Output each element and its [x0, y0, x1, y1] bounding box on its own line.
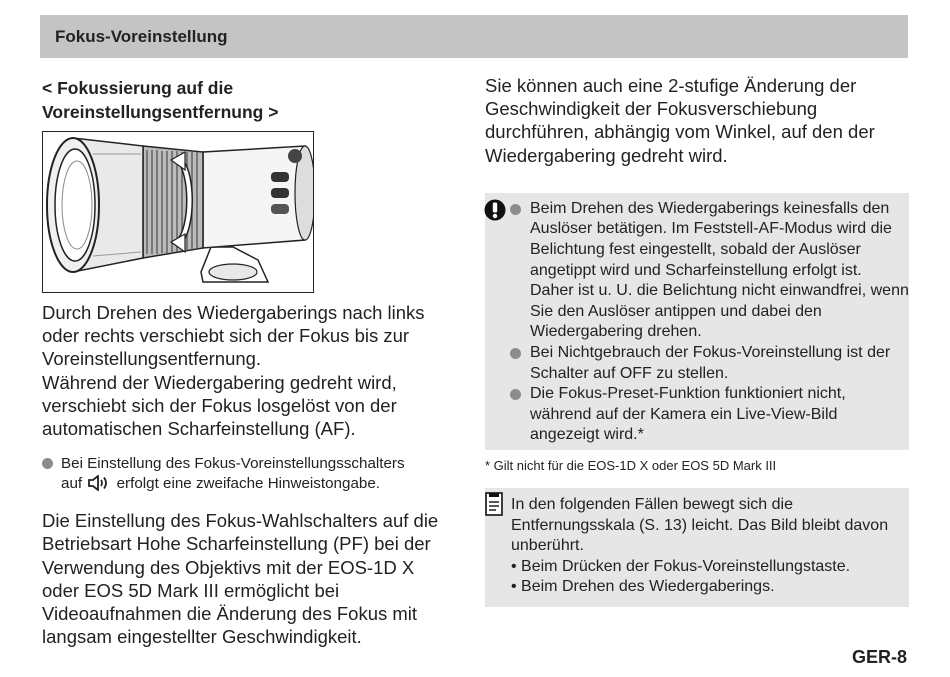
left-column	[42, 76, 452, 648]
bullet-dot-icon	[42, 458, 53, 469]
subheading	[42, 76, 452, 124]
paragraph-2-text: Während der Wiedergabering gedreht wird, verschiebt sich der Fokus losgelöst von der automatischen Scharfeinstellung (AF).	[42, 371, 397, 440]
page-number: GER-8	[851, 647, 907, 667]
memo-item: • Beim Drehen des Wiedergaberings.	[511, 578, 775, 596]
paragraph-3: Die Einstellung des Fokus-Wahlschalters auf die Betriebsart Hohe Scharfeinstellung (PF) bei der Verwendung des Objektivs mit der EOS-1D X oder EOS 5D Mark III ermöglicht bei Videoaufnahmen die Änderung des Fokus mit langsam eingestellter Geschwindigkeit.	[42, 510, 439, 648]
caution-box	[485, 193, 909, 450]
memo-icon	[485, 492, 503, 516]
bullet-dot-icon	[510, 389, 521, 400]
footnote: * Gilt nicht für die EOS-1D X oder EOS 5D Mark III	[485, 457, 777, 473]
paragraph-1-text: Durch Drehen des Wiedergaberings nach links oder rechts verschiebt sich der Fokus bis zur Voreinstellungsentfernung.	[42, 302, 425, 370]
subheading-line-1: < Fokussierung auf die	[42, 78, 234, 98]
caution-item: Bei Nichtgebrauch der Fokus-Voreinstellung ist der Schalter auf OFF zu stellen.	[485, 343, 909, 384]
right-column	[485, 74, 909, 607]
lens-illustration	[42, 131, 314, 293]
section-header	[40, 15, 908, 58]
caution-item: Die Fokus-Preset-Funktion funktioniert nicht, während auf der Kamera ein Live-View-Bild angezeigt wird.*	[485, 384, 909, 446]
caution-item: Beim Drehen des Wiedergaberings keinesfalls den Auslöser betätigen. Im Feststell-AF-Modus wird die Belichtung fest eingestellt, sobald der Auslöser angetippt wird und Scharfeinstellung erfolgt ist. Daher ist u. U. die Belichtung nicht einwandfrei, wenn Sie den Auslöser antippen und dabei den Wiedergabering drehen.	[485, 199, 909, 343]
bullet-dot-icon	[510, 348, 521, 359]
memo-box	[485, 488, 909, 607]
speaker-icon	[88, 475, 110, 491]
intro-paragraph: Sie können auch eine 2-stufige Änderung der Geschwindigkeit der Fokusverschiebung durchführen, abhängig vom Winkel, auf den der Wiedergabering gedreht wird.	[485, 75, 875, 166]
subheading-line-2: Voreinstellungsentfernung >	[42, 102, 279, 122]
beep-note	[42, 454, 452, 494]
bullet-dot-icon	[510, 204, 521, 215]
caution-icon	[484, 199, 506, 221]
lens-drawing	[43, 132, 314, 293]
memo-item: • Beim Drücken der Fokus-Voreinstellungstaste.	[511, 557, 851, 575]
beep-note-text: Bei Einstellung des Fokus-Voreinstellungsschalters auf erfolgt eine zweifache Hinweistongabe.	[61, 455, 405, 493]
section-title: Fokus-Voreinstellung	[55, 26, 228, 46]
paragraph-1	[42, 301, 452, 440]
memo-text: In den folgenden Fällen bewegt sich die Entfernungsskala (S. 13) leicht. Das Bild bleibt davon unberührt.	[511, 495, 889, 555]
